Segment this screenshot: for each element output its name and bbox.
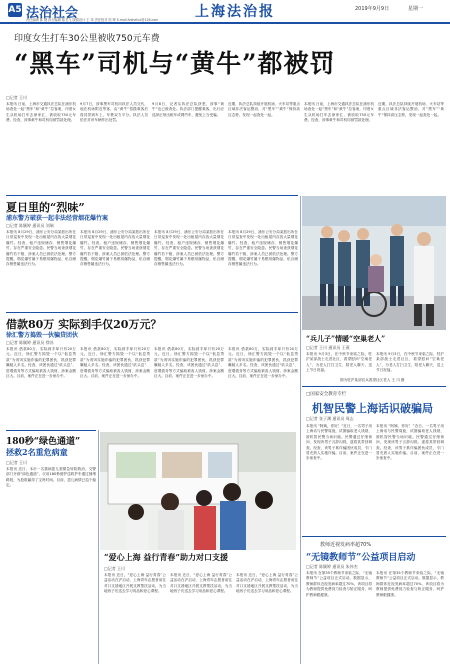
- story3-body-col4: 本报讯 借款80万，实际到手却只有20万元。近日，徐汇警方捣毁一个以“低息贷款”为诱饵实施诈骗的犯罪团伙，抓获犯罪嫌疑人多名。经查，该团伙通过“砍头息”、虚增债务等方式骗取被害人钱财，涉案金额巨大。目前，案件正在进一步侦办中。: [228, 347, 298, 379]
- officers-photo-art: [302, 196, 446, 330]
- story3-headline: 借款80万 实际到手仅20万元？: [6, 318, 162, 331]
- story3-byline: □记者 陈颖婷 通讯员 徐苏: [6, 340, 54, 345]
- section-title: 法治社会: [26, 6, 79, 21]
- story4-body-col2: 本报讯 9月3日，在中秋节来临之际，驻沪某部战士走进社区，看望慰问“空巢老人”，为老人打扫卫生、陪老人聊天，送上节日祝福。: [376, 352, 444, 373]
- story8-headline: “无镜教师节”公益项目启动: [306, 553, 416, 563]
- story5-body-col2: 本报讯 “阿姨，你好！”近日，一名男子用上海话与民警周旋，试图骗取老人钱财，被机智民警当场识破。民警通过仔细询问，发现该男子言辞闪烁，遂将其带回调查。经查，该男子系诈骗团伙成员，专门冒充熟人实施诈骗。目前，案件正在进一步侦查中。: [376, 424, 444, 461]
- story6-body: 本报讯 近日，本市一名重病患儿需紧急转院救治，交警部门开辟“绿色通道”，仅用180秒便护送救护车通过拥堵路段，为抢救赢得了宝贵时间。目前，患儿病情已趋于稳定。: [6, 467, 96, 488]
- story5-section-label: □国家安全教育专栏: [306, 392, 347, 397]
- story6-headline: 180秒“绿色通道”: [6, 437, 81, 447]
- story5-body-col1: 本报讯 “阿姨，你好！”近日，一名男子用上海话与民警周旋，试图骗取老人钱财，被机智民警当场识破。民警通过仔细询问，发现该男子言辞闪烁，遂将其带回调查。经查，该男子系诈骗团伙成员，专门冒充熟人实施诈骗。目前，案件正在进一步侦查中。: [306, 424, 372, 461]
- lead-body-col6: 近期，执法总队持续开展机场、火车站等重点区域非法客运整治，对“黑车”“黄牛”保持高压态势，发现一起查处一起。: [378, 102, 444, 117]
- volunteers-photo-art: [100, 432, 296, 550]
- issue-date: 2019年9月9日: [355, 6, 390, 12]
- story7-body-col3: 本报讯 近日，“爱心上海 益行青春”公益活动在沪启动，上海青年志愿者前往对口支援地区开展支教帮扶活动，为当地孩子们送去学习用品和爱心课程。: [236, 573, 298, 594]
- story6-byline: □记者 王川: [6, 460, 28, 465]
- divider-1: [6, 195, 298, 196]
- story2-headline: 夏日里的“烈味”: [6, 201, 85, 214]
- column-rule-left: [98, 430, 99, 664]
- story3-body-col1: 本报讯 借款80万，实际到手却只有20万元。近日，徐汇警方捣毁一个以“低息贷款”为诱饵实施诈骗的犯罪团伙，抓获犯罪嫌疑人多名。经查，该团伙通过“砍头息”、虚增债务等方式骗取被害人钱财，涉案金额巨大。目前，案件正在进一步侦办中。: [6, 347, 76, 379]
- story7-body-col1: 本报讯 近日，“爱心上海 益行青春”公益活动在沪启动，上海青年志愿者前往对口支援地区开展支教帮扶活动，为当地孩子们送去学习用品和爱心课程。: [104, 573, 166, 594]
- lead-body-col3: 9月8日，记者从执法总队获悉，涉事“黄牛”也已被查处。执法部门提醒乘客，出行应选择正规出租车或网约车，避免上当受骗。: [152, 102, 224, 117]
- story8-byline: □记者 陈颖婷 通讯员 朱伟杰: [306, 564, 358, 569]
- divider-2: [6, 312, 298, 313]
- paper-name: 上海法治报: [195, 4, 275, 20]
- editors-line: 责任编辑 陈 钢 执行编辑 陈龙飞 版面设计 王 玮 责任校对 邬 晖 E-mail:fzshehui@126.com: [26, 18, 159, 22]
- page-tag: A5: [8, 5, 22, 15]
- story8-kicker: 教师近视发病率超70%: [320, 542, 372, 548]
- column-rule-right: [300, 196, 301, 664]
- divider-5: [302, 536, 446, 537]
- story3-body-col2: 本报讯 借款80万，实际到手却只有20万元。近日，徐汇警方捣毁一个以“低息贷款”为诱饵实施诈骗的犯罪团伙，抓获犯罪嫌疑人多名。经查，该团伙通过“砍头息”、虚增债务等方式骗取被害人钱财，涉案金额巨大。目前，案件正在进一步侦办中。: [80, 347, 150, 379]
- page-tag-badge: [8, 3, 22, 17]
- story5-headline: 机智民警上海话识破骗局: [312, 402, 433, 415]
- lead-body-col5: 本报讯 日前，上海市交通执法总队在浦东机场查处一起“黑车”和“黄牛”拉客案，印度女生从机场打车去徐家汇，被收取750元车费。经查，涉事黄牛和司机均被罚款处理。: [304, 102, 374, 123]
- story3-body-col3: 本报讯 借款80万，实际到手却只有20万元。近日，徐汇警方捣毁一个以“低息贷款”为诱饵实施诈骗的犯罪团伙，抓获犯罪嫌疑人多名。经查，该团伙通过“砍头息”、虚增债务等方式骗取被害人钱财，涉案金额巨大。目前，案件正在进一步侦办中。: [154, 347, 224, 379]
- story8-body-col2: 本报讯 在第35个教师节来临之际，“无镜教师节”公益项目正式启动。数据显示，教师群体近视发病率超过70%，该项目将为教师提供免费视力检查与矫正服务，呵护教师眼健康。: [376, 571, 444, 597]
- divider-4: [6, 430, 96, 431]
- story7-body-col2: 本报讯 近日，“爱心上海 益行青春”公益活动在沪启动，上海青年志愿者前往对口支援地区开展支教帮扶活动，为当地孩子们送去学习用品和爱心课程。: [170, 573, 232, 594]
- story4-photo-credit: 图为驻沪某部官兵看望社区老人 王 川 摄: [340, 378, 405, 382]
- story7-byline: □记者 王川: [104, 566, 126, 571]
- story8-body-col1: 本报讯 在第35个教师节来临之际，“无镜教师节”公益项目正式启动。数据显示，教师群体近视发病率超过70%，该项目将为教师提供免费视力检查与矫正服务，呵护教师眼健康。: [306, 571, 372, 597]
- officers-and-elder-photo: [302, 196, 446, 330]
- story5-byline: □记者 张子渊 通讯员 周志: [306, 416, 354, 421]
- story4-byline: □记者 王川 通讯员 王燕: [306, 345, 350, 350]
- story3-subhead: 徐汇警方捣毁一伙骗贷团伙: [6, 332, 79, 339]
- masthead-rule: [0, 22, 450, 24]
- divider-3: [302, 386, 446, 387]
- lead-body-col4: 近期，执法总队持续开展机场、火车站等重点区域非法客运整治，对“黑车”“黄牛”保持高压态势，发现一起查处一起。: [228, 102, 300, 117]
- story7-headline: “爱心上海 益行青春”助力对口支援: [104, 552, 228, 562]
- lead-byline: □记者 王川: [6, 95, 28, 100]
- story4-headline: “兵儿子”情暖“空巢老人”: [306, 334, 386, 343]
- lead-kicker: 印度女生打车30公里被收750元车费: [14, 34, 160, 44]
- story2-subhead: 浦东警方破获一起非法经营烟花爆竹案: [6, 215, 109, 222]
- lead-body-col1: 本报讯 日前，上海市交通执法总队在浦东机场查处一起“黑车”和“黄牛”拉客案，印度女生从机场打车去徐家汇，被收取750元车费。经查，涉事黄牛和司机均被罚款处理。: [6, 102, 76, 123]
- lead-headline: “黑车”司机与“黄牛”都被罚: [14, 49, 336, 78]
- issue-weekday: 星期一: [408, 6, 424, 12]
- story2-body-col4: 本报讯 8月29日，浦东公安分局某派出所在日常巡查中发现一处出租屋内存放大量烟花爆竹。经查，租户违规储存、销售烟花爆竹，存在严重安全隐患。民警当场查获烟花爆竹若干箱，涉案人员已被依法处理。警方提醒，烟花爆竹属于易燃易爆物品，私自储存销售属违法行为。: [228, 230, 298, 267]
- lead-body-col2: 9月7日，涉事黑车司机向执法人员交代，他在机场附近等客，由“黄牛”招揽乘客后将其带到车上，车费双方平分。执法人员依法对该车辆作出处罚。: [80, 102, 148, 123]
- story4-body-col1: 本报讯 9月3日，在中秋节来临之际，驻沪某部战士走进社区，看望慰问“空巢老人”，为老人打扫卫生、陪老人聊天，送上节日祝福。: [306, 352, 372, 373]
- story2-body-col2: 本报讯 8月29日，浦东公安分局某派出所在日常巡查中发现一处出租屋内存放大量烟花爆竹。经查，租户违规储存、销售烟花爆竹，存在严重安全隐患。民警当场查获烟花爆竹若干箱，涉案人员已被依法处理。警方提醒，烟花爆竹属于易燃易爆物品，私自储存销售属违法行为。: [80, 230, 150, 267]
- volunteers-photo: [100, 432, 296, 550]
- story2-body-col3: 本报讯 8月29日，浦东公安分局某派出所在日常巡查中发现一处出租屋内存放大量烟花爆竹。经查，租户违规储存、销售烟花爆竹，存在严重安全隐患。民警当场查获烟花爆竹若干箱，涉案人员已被依法处理。警方提醒，烟花爆竹属于易燃易爆物品，私自储存销售属违法行为。: [154, 230, 224, 267]
- story2-byline: □记者 陈颖婷 通讯员 刘瑞: [6, 223, 54, 228]
- story2-body-col1: 本报讯 8月29日，浦东公安分局某派出所在日常巡查中发现一处出租屋内存放大量烟花爆竹。经查，租户违规储存、销售烟花爆竹，存在严重安全隐患。民警当场查获烟花爆竹若干箱，涉案人员已被依法处理。警方提醒，烟花爆竹属于易燃易爆物品，私自储存销售属违法行为。: [6, 230, 76, 267]
- story6-subhead: 拯救2名重危病童: [6, 447, 68, 457]
